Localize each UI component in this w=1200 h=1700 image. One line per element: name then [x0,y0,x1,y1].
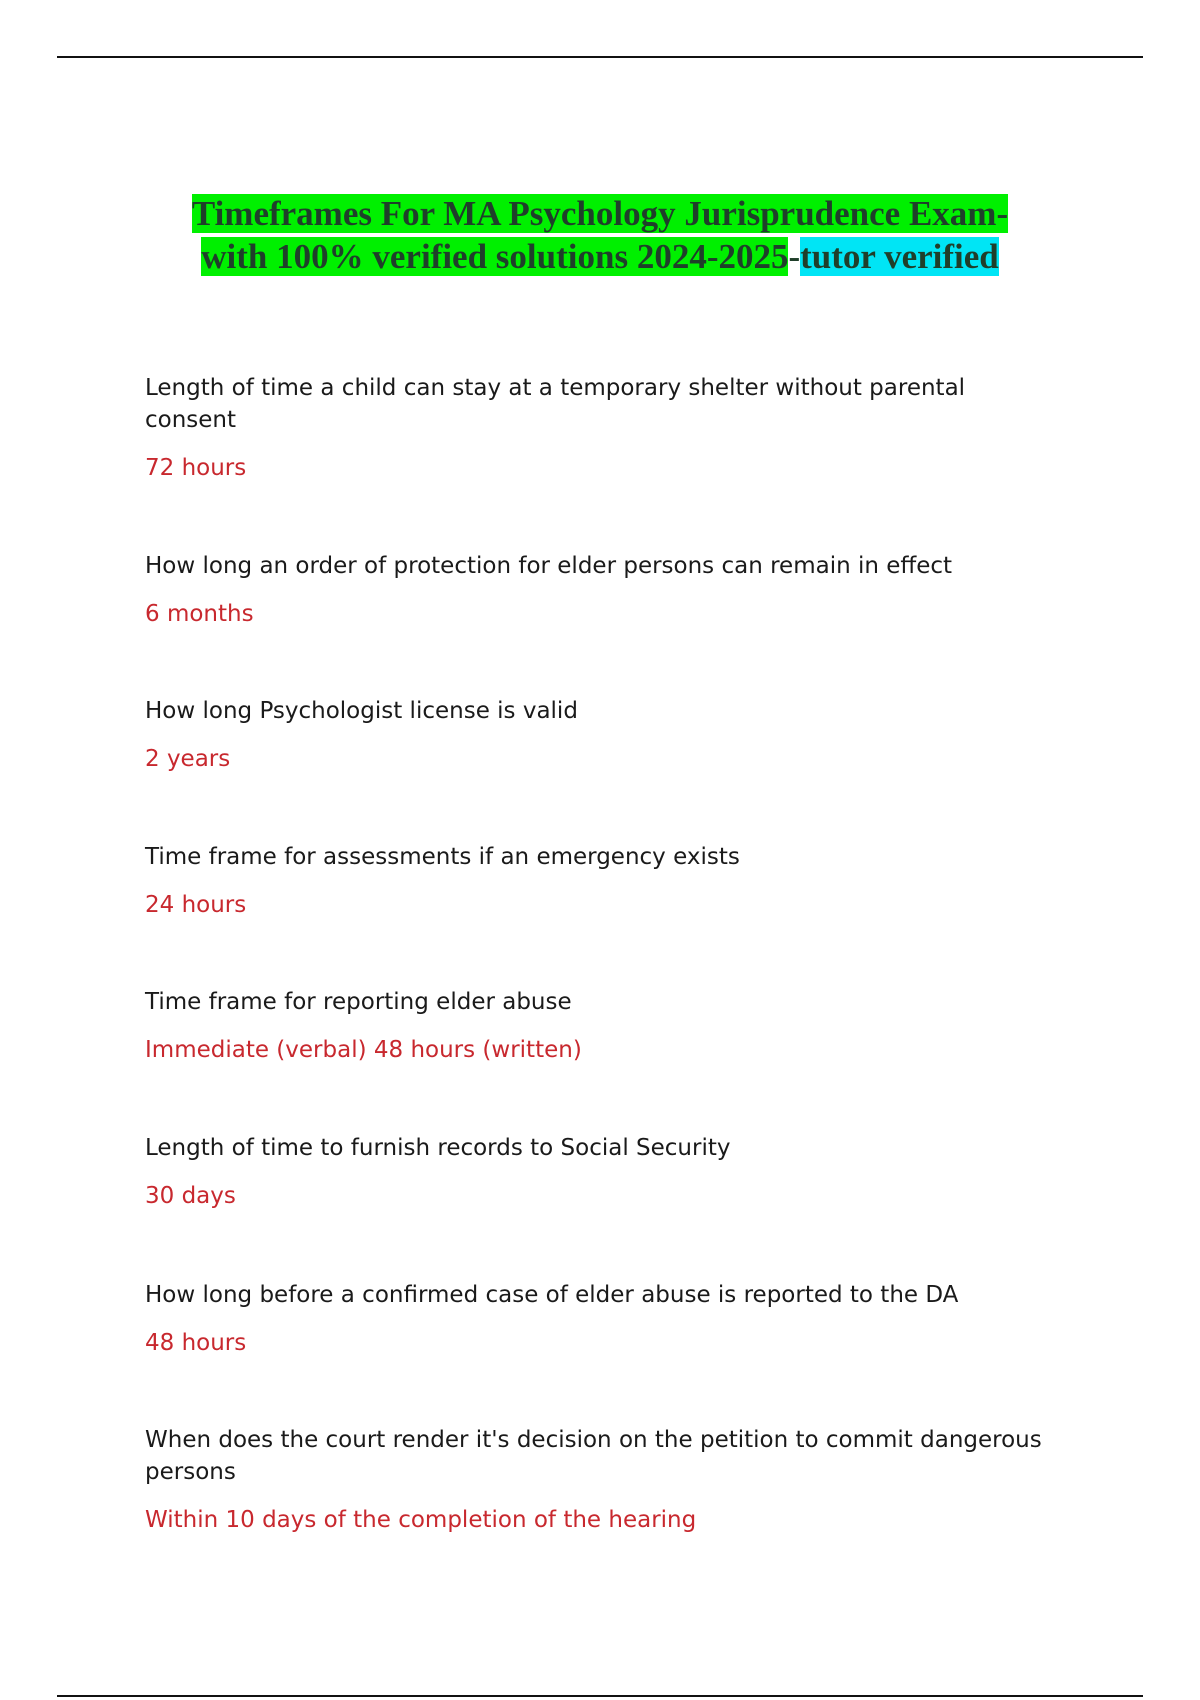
answer-text: Immediate (verbal) 48 hours (written) [145,1037,582,1063]
title-separator: - [788,237,801,276]
question-text: Time frame for assessments if an emergency exists [145,844,740,870]
title-tag: tutor verified [800,237,999,276]
qa-item [145,841,1045,986]
qa-list [145,372,1045,1536]
qa-item [145,986,1045,1132]
qa-item [145,1424,1045,1536]
answer-text: 48 hours [145,1330,247,1356]
question-text: How long Psychologist license is valid [145,698,578,724]
question-text: Length of time to furnish records to Social Security [145,1135,731,1161]
bottom-rule [57,1695,1143,1697]
qa-item [145,695,1045,841]
question-text: Time frame for reporting elder abuse [145,989,572,1015]
answer-text: 2 years [145,746,231,772]
question-text: Length of time a child can stay at a temporary shelter without parental consent [145,375,966,433]
qa-item [145,550,1045,695]
answer-text: 6 months [145,601,254,627]
qa-item [145,1132,1045,1279]
title-line-1: Timeframes For MA Psychology Jurisprudence Exam- [191,194,1009,233]
question-text: How long before a confirmed case of elder abuse is reported to the DA [145,1282,959,1308]
title-line-2: with 100% verified solutions 2024-2025 [201,237,789,276]
qa-item [145,1279,1045,1424]
qa-item [145,372,1045,550]
answer-text: 30 days [145,1183,236,1209]
document-title [120,192,1080,278]
top-rule [57,56,1143,58]
question-text: When does the court render it's decision on the petition to commit dangerous persons [145,1427,1042,1485]
question-text: How long an order of protection for elder persons can remain in effect [145,553,953,579]
answer-text: 72 hours [145,455,247,481]
answer-text: 24 hours [145,892,247,918]
answer-text: Within 10 days of the completion of the hearing [145,1507,697,1533]
